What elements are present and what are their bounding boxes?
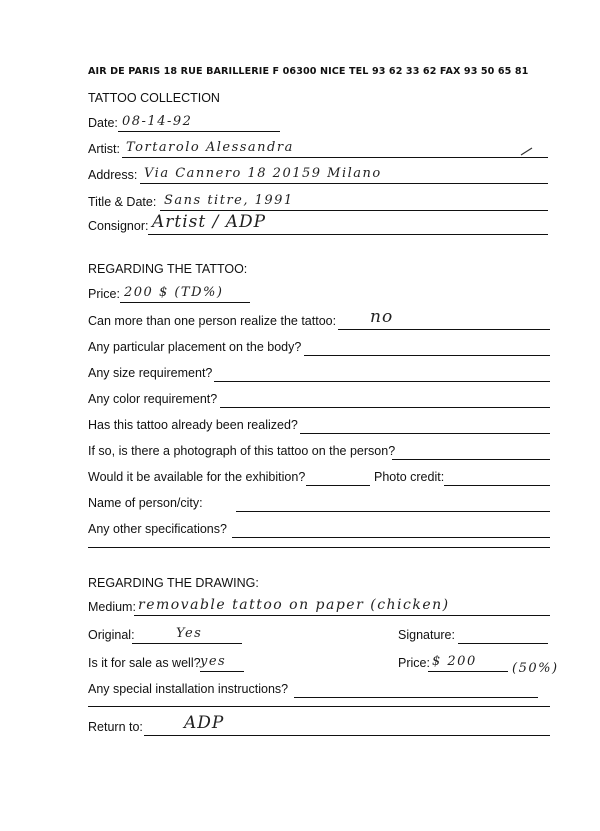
photo-credit-field[interactable] bbox=[444, 467, 550, 486]
realized-label: Has this tattoo already been realized? bbox=[88, 418, 298, 432]
more-than-one-label: Can more than one person realize the tattoo: bbox=[88, 314, 337, 328]
signature-label: Signature: bbox=[398, 628, 455, 642]
date-row bbox=[88, 114, 288, 132]
return-label: Return to: bbox=[88, 720, 143, 734]
title-date-row bbox=[88, 193, 548, 211]
placement-row bbox=[88, 338, 550, 356]
drawing-section-heading: REGARDING THE DRAWING: bbox=[88, 576, 259, 590]
color-row bbox=[88, 390, 550, 408]
stray-pen-mark bbox=[520, 146, 534, 156]
date-field[interactable] bbox=[118, 113, 280, 132]
photo-credit-label: Photo credit: bbox=[374, 470, 445, 484]
original-label: Original: bbox=[88, 628, 135, 642]
medium-field[interactable] bbox=[134, 597, 550, 616]
for-sale-value: yes bbox=[200, 654, 227, 669]
tattoo-section-heading: REGARDING THE TATTOO: bbox=[88, 262, 248, 276]
original-value: Yes bbox=[176, 626, 203, 641]
tattoo-price-field[interactable] bbox=[120, 284, 250, 303]
exhibition-label: Would it be available for the exhibition? bbox=[88, 470, 306, 484]
artist-label: Artist: bbox=[88, 142, 120, 156]
tattoo-price-label: Price: bbox=[88, 287, 120, 301]
placement-label: Any particular placement on the body? bbox=[88, 340, 302, 354]
drawing-price-note: (50%) bbox=[512, 661, 559, 676]
medium-label: Medium: bbox=[88, 600, 136, 614]
signature-field[interactable] bbox=[458, 625, 548, 644]
person-city-label: Name of person/city: bbox=[88, 496, 203, 510]
other-spec-row bbox=[88, 520, 550, 538]
other-spec-field[interactable] bbox=[232, 519, 550, 538]
artist-row bbox=[88, 140, 548, 158]
drawing-price-label: Price: bbox=[398, 656, 430, 670]
for-sale-field[interactable] bbox=[200, 653, 244, 672]
original-field[interactable] bbox=[132, 625, 242, 644]
for-sale-label: Is it for sale as well? bbox=[88, 656, 201, 670]
color-field[interactable] bbox=[220, 389, 550, 408]
realized-field[interactable] bbox=[300, 415, 550, 434]
more-than-one-value: no bbox=[370, 307, 394, 327]
return-value: ADP bbox=[184, 713, 225, 733]
address-row bbox=[88, 166, 548, 184]
medium-row bbox=[88, 598, 550, 616]
exhibition-field[interactable] bbox=[306, 467, 370, 486]
consignor-label: Consignor: bbox=[88, 219, 149, 233]
other-spec-label: Any other specifications? bbox=[88, 522, 227, 536]
for-sale-price-row bbox=[88, 654, 559, 676]
form-title: TATTOO COLLECTION bbox=[88, 91, 220, 105]
other-spec-extra-line[interactable] bbox=[88, 547, 550, 548]
tattoo-price-value: 200 $ (TD%) bbox=[124, 285, 224, 300]
tattoo-price-row bbox=[88, 285, 298, 303]
drawing-price-value: $ 200 bbox=[432, 654, 477, 669]
address-value: Via Cannero 18 20159 Milano bbox=[144, 166, 382, 181]
artist-field[interactable] bbox=[122, 139, 548, 158]
more-than-one-field[interactable] bbox=[338, 307, 550, 330]
installation-field[interactable] bbox=[294, 679, 538, 698]
installation-row bbox=[88, 680, 550, 698]
placement-field[interactable] bbox=[304, 337, 550, 356]
photograph-label: If so, is there a photograph of this tattoo on the person? bbox=[88, 444, 396, 458]
return-field[interactable] bbox=[144, 713, 550, 736]
gallery-header: AIR DE PARIS 18 RUE BARILLERIE F 06300 NICE TEL 93 62 33 62 FAX 93 50 65 81 bbox=[88, 66, 529, 77]
consignor-value: Artist / ADP bbox=[152, 212, 267, 232]
title-date-value: Sans titre, 1991 bbox=[164, 193, 294, 208]
consignor-row bbox=[88, 212, 548, 235]
consignor-field[interactable] bbox=[148, 212, 548, 235]
size-field[interactable] bbox=[214, 363, 550, 382]
address-field[interactable] bbox=[140, 165, 548, 184]
date-value: 08-14-92 bbox=[122, 114, 193, 129]
size-label: Any size requirement? bbox=[88, 366, 213, 380]
more-than-one-row bbox=[88, 307, 550, 330]
size-row bbox=[88, 364, 550, 382]
drawing-price-field[interactable] bbox=[428, 653, 508, 672]
return-row bbox=[88, 713, 550, 736]
photograph-row bbox=[88, 442, 550, 460]
title-date-field[interactable] bbox=[160, 192, 548, 211]
installation-extra-line[interactable] bbox=[88, 706, 550, 707]
installation-label: Any special installation instructions? bbox=[88, 682, 289, 696]
person-city-field[interactable] bbox=[236, 493, 550, 512]
date-label: Date: bbox=[88, 116, 118, 130]
title-date-label: Title & Date: bbox=[88, 195, 157, 209]
person-city-row bbox=[88, 494, 550, 512]
realized-row bbox=[88, 416, 550, 434]
original-signature-row bbox=[88, 626, 550, 644]
address-label: Address: bbox=[88, 168, 138, 182]
artist-value: Tortarolo Alessandra bbox=[126, 140, 294, 155]
medium-value: removable tattoo on paper (chicken) bbox=[138, 597, 450, 613]
color-label: Any color requirement? bbox=[88, 392, 218, 406]
photograph-field[interactable] bbox=[392, 441, 550, 460]
exhibition-row bbox=[88, 468, 550, 486]
